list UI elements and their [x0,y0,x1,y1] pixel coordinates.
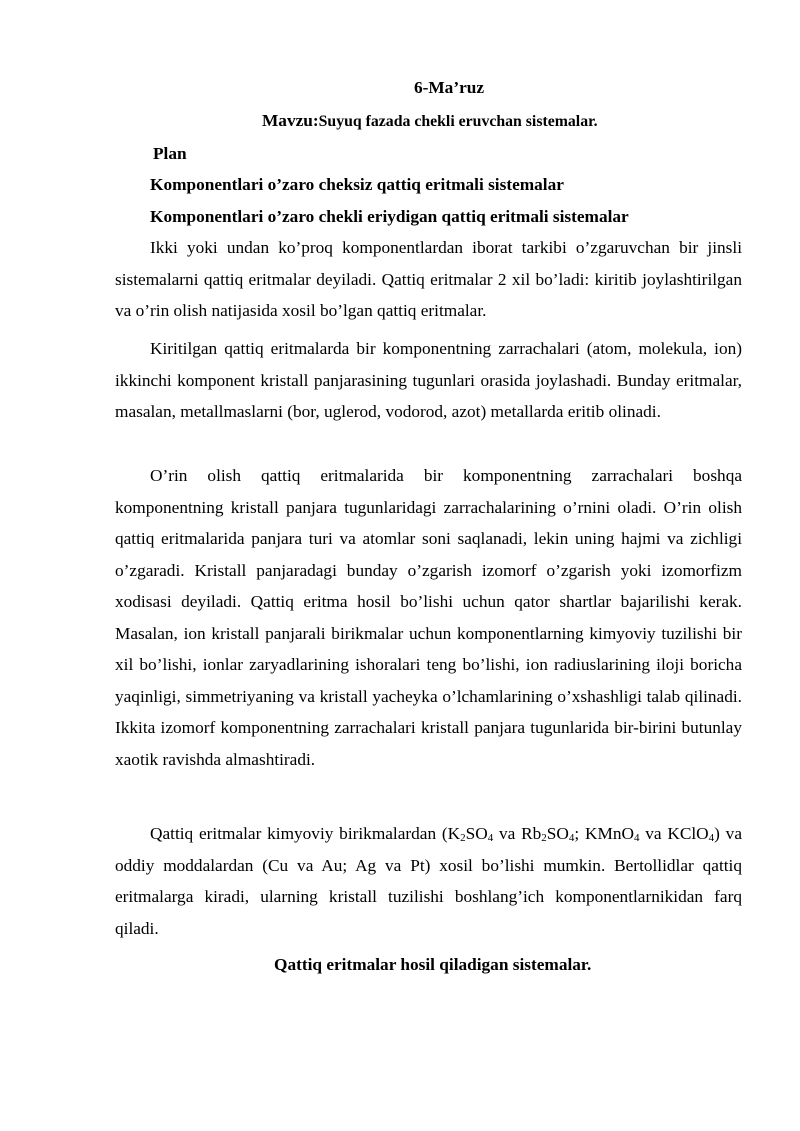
paragraph: O’rin olish qattiq eritmalarida bir komponentning zarrachalari boshqa komponentning kristall panjara tugunlaridagi zarrachalarining o’rnini oladi. O’rin olish qattiq eritmalarida panjara turi va atomlar soni saqlanadi, lekin uning hajmi va zichligi o’zgaradi. Kristall panjaradagi bunday o’zgarish izomorf o’zgarish yoki izomorfizm xodisasi deyiladi. Qattiq eritma hosil bo’lishi uchun qator shartlar bajarilishi kerak. Masalan, ion kristall panjarali birikmalar uchun komponentlarning kimyoviy tuzilishi bir xil bo’lishi, ionlar zaryadlarining ishoralari teng bo’lishi, ion radiuslarining iloji boricha yaqinligi, simmetriyaning va kristall yacheyka o’lchamlarining o’xshashligi talab qilinadi. Ikkita izomorf komponentning zarrachalari kristall panjara tugunlarida bir-birini butunlay xaotik ravishda almashtiradi. [115,466,742,769]
section-heading: Qattiq eritmalar hosil qiladigan sistemalar. [274,955,592,974]
lecture-number: 6-Ma’ruz [413,78,485,97]
topic-value: Suyuq fazada chekli eruvchan sistemalar. [318,113,598,130]
plan-title: Plan [153,144,187,163]
paragraph: Qattiq eritmalar kimyoviy birikmalardan ($K_2SO_4$ va $Rb_2SO_4$; KMnO$_4$ va KClO$_4$) va oddiy moddalardan (Cu va Au; Ag va Pt) xosil bo’lishi mumkin. Bertollidlar qattiq eritmalarga kiradi, ularning kristall tuzilishi boshlang’ich komponentlarnikidan farq qiladi. [115,824,742,938]
lecture-topic [262,110,598,133]
plan-item: Komponentlari o’zaro cheksiz qattiq eritmali sistemalar [150,175,564,194]
topic-label: Mavzu: [262,111,319,130]
plan-item: Komponentlari o’zaro chekli eriydigan qattiq eritmali sistemalar [150,207,629,226]
paragraph: Ikki yoki undan ko’proq komponentlardan iborat tarkibi o’zgaruvchan bir jinsli sistemalarni qattiq eritmalar deyiladi. Qattiq eritmalar 2 xil bo’ladi: kiritib joylashtirilgan va o’rin olish natijasida xosil bo’lgan qattiq eritmalar. [115,238,742,320]
paragraph: Kiritilgan qattiq eritmalarda bir komponentning zarrachalari (atom, molekula, ion) ikkinchi komponent kristall panjarasining tugunlari orasida joylashadi. Bunday eritmalar, masalan, metallmaslarni (bor, uglerod, vodorod, azot) metallarda eritib olinadi. [115,339,742,421]
